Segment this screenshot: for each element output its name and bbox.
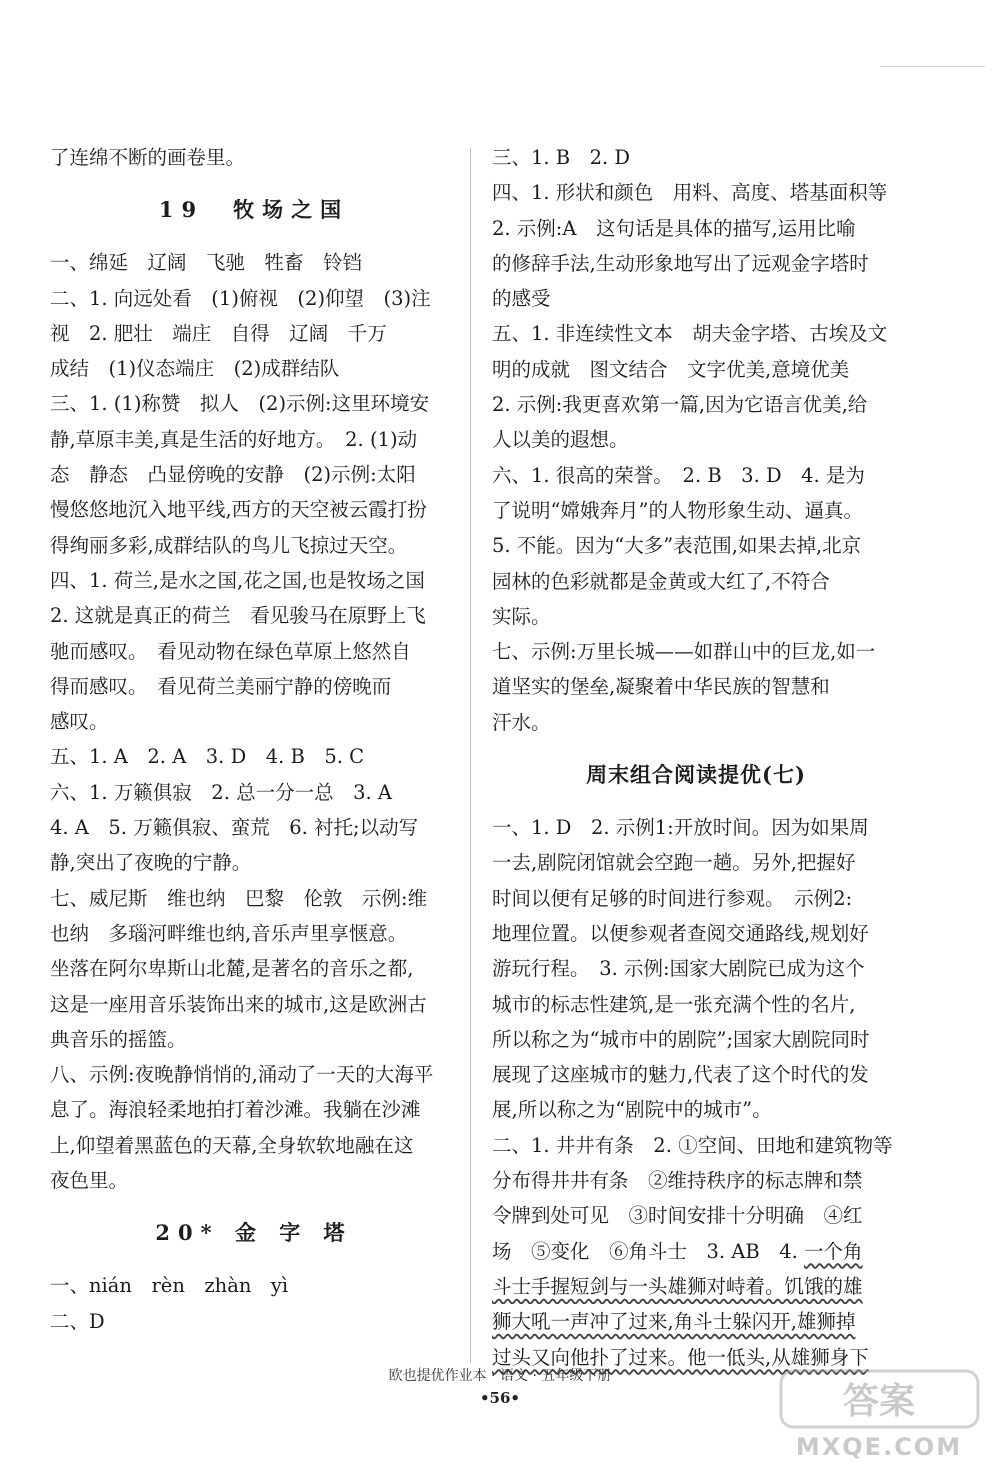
underlined-answer-lines	[492, 1269, 900, 1375]
answer-text: 一、绵延 辽阔 飞驰 牲畜 铃铛	[50, 251, 363, 275]
answer-text: 一去,剧院闭馆就会空跑一趟。另外,把握好	[492, 851, 856, 875]
answer-line	[492, 281, 900, 316]
answer-line	[492, 705, 900, 740]
answer-line	[492, 493, 900, 528]
answer-text: 四、1. 荷兰,是水之国,花之国,也是牧场之国	[50, 568, 425, 592]
footer-book-title: 欧也提优作业本 · 语文 · 五年级下册	[388, 1368, 612, 1384]
answer-line	[50, 316, 458, 351]
answer-line	[492, 1022, 900, 1057]
column-divider	[470, 148, 471, 1363]
underlined-text: 狮大吼一声冲了过来,角斗士躲闪开,雄狮掉	[492, 1310, 856, 1334]
answer-text: 一、nián rèn zhàn yì	[50, 1274, 289, 1298]
answer-text: 五、1. A 2. A 3. D 4. B 5. C	[50, 745, 365, 769]
answer-line	[50, 281, 458, 316]
answer-text: 慢悠悠地沉入地平线,西方的天空被云霞打扮	[50, 498, 427, 522]
answer-line	[492, 211, 900, 246]
answer-text: 八、示例:夜晚静悄悄的,涌动了一天的大海平	[50, 1063, 434, 1087]
answer-text: 园林的色彩就都是金黄或大红了,不符合	[492, 569, 830, 593]
answer-line	[492, 1234, 900, 1269]
answer-text: 三、1. B 2. D	[492, 146, 631, 169]
weekend-reading-title: 周末组合阅读提优(七)	[586, 762, 806, 788]
answer-text: 六、1. 万籁俱寂 2. 总一分一总 3. A	[50, 780, 392, 804]
answer-text: 二、1. 向远处看 (1)俯视 (2)仰望 (3)注	[50, 286, 431, 310]
answer-text: 地理位置。以便参观者查阅交通路线,规划好	[492, 921, 869, 945]
answer-line	[492, 175, 900, 210]
answer-line	[50, 563, 458, 598]
answer-text: 道坚实的堡垒,凝聚着中华民族的智慧和	[492, 675, 830, 699]
answer-text: 分布得井井有条 ②维持秩序的标志牌和禁	[492, 1169, 863, 1193]
answer-text: 时间以便有足够的时间进行参观。 示例2:	[492, 886, 853, 910]
answer-line	[492, 316, 900, 351]
watermark-text-top: 答案	[842, 1381, 916, 1422]
answer-line	[492, 1057, 900, 1092]
answer-text: 感叹。	[50, 710, 109, 734]
answer-text: 汗水。	[492, 710, 551, 734]
answer-line	[50, 634, 458, 669]
answer-text: 三、1. (1)称赞 拟人 (2)示例:这里环境安	[50, 392, 430, 416]
answer-line	[50, 422, 458, 457]
answer-text: 二、1. 井井有条 2. ①空间、田地和建筑物等	[492, 1133, 893, 1157]
answer-line	[50, 1268, 458, 1303]
underlined-text: 过头又向他扑了过来。他一低头,从雄狮身下	[492, 1345, 869, 1369]
answer-text: 五、1. 非连续性文本 胡夫金字塔、古埃及文	[492, 322, 888, 346]
answer-line	[492, 987, 900, 1022]
answer-line	[50, 1092, 458, 1127]
watermark-text-bottom: MXQE.COM	[795, 1433, 963, 1461]
answer-line	[492, 564, 900, 599]
answer-line	[50, 1163, 458, 1198]
answer-text: 一、1. D 2. 示例1:开放时间。因为如果周	[492, 816, 869, 840]
answer-line	[492, 1269, 900, 1304]
page-number: •56•	[479, 1389, 521, 1407]
answer-line	[492, 1304, 900, 1339]
answer-line	[50, 704, 458, 739]
answer-line	[492, 352, 900, 387]
answer-text: 游玩行程。 3. 示例:国家大剧院已成为这个	[492, 957, 865, 981]
answer-text: 驰而感叹。 看见动物在绿色草原上悠然自	[50, 639, 411, 663]
watermark-logo	[777, 1367, 982, 1463]
answer-text: 5. 不能。因为“大多”表范围,如果去掉,北京	[492, 534, 862, 558]
answer-text: 典音乐的摇篮。	[50, 1027, 187, 1051]
answer-line	[50, 739, 458, 774]
left-column	[50, 140, 458, 1339]
answer-text: 2. 这就是真正的荷兰 看见骏马在原野上飞	[50, 604, 426, 628]
answer-line	[492, 1092, 900, 1127]
answer-line	[492, 951, 900, 986]
lesson-20-answers-continued	[492, 140, 900, 740]
answer-text: 夜色里。	[50, 1169, 129, 1193]
answer-line	[492, 387, 900, 422]
intro-line: 了连绵不断的画卷里。	[50, 146, 246, 169]
answer-line	[50, 492, 458, 527]
answer-text: 六、1. 很高的荣誉。 2. B 3. D 4. 是为	[492, 463, 865, 487]
lesson-20-title: 20* 金 字 塔	[155, 1220, 353, 1246]
answer-text: 静,突出了夜晚的宁静。	[50, 851, 252, 875]
answer-text: 成结 (1)仪态端庄 (2)成群结队	[50, 357, 340, 381]
answer-text: 也纳 多瑙河畔维也纳,音乐声里享惬意。	[50, 921, 408, 945]
answer-line-prefix: 场 ⑤变化 ⑥角斗士 3. AB 4.	[492, 1239, 805, 1263]
answer-line	[492, 1128, 900, 1163]
answer-line	[50, 351, 458, 386]
answer-line	[50, 775, 458, 810]
answer-line	[492, 528, 900, 563]
answer-line	[50, 1128, 458, 1163]
top-rule	[880, 66, 985, 67]
underlined-text: 一个角	[804, 1239, 863, 1263]
answer-text: 明的成就 图文结合 文字优美,意境优美	[492, 357, 850, 381]
answer-text: 得绚丽多彩,成群结队的鸟儿飞掠过天空。	[50, 533, 408, 557]
lesson-19-title: 19 牧场之国	[158, 197, 350, 223]
answer-line	[50, 245, 458, 280]
answer-text: 息了。海浪轻柔地拍打着沙滩。我躺在沙滩	[50, 1098, 421, 1122]
answer-text: 2. 示例:我更喜欢第一篇,因为它语言优美,给	[492, 393, 868, 417]
answer-text: 七、示例:万里长城——如群山中的巨龙,如一	[492, 640, 876, 664]
answer-line	[492, 422, 900, 457]
answer-line	[50, 881, 458, 916]
answer-line	[50, 951, 458, 986]
answer-line	[50, 987, 458, 1022]
answer-text: 城市的标志性建筑,是一张充满个性的名片,	[492, 992, 856, 1016]
answer-text: 所以称之为“城市中的剧院”;国家大剧院同时	[492, 1027, 870, 1051]
answer-text: 了说明“嫦娥奔月”的人物形象生动、逼真。	[492, 498, 863, 522]
answer-line	[50, 386, 458, 421]
answer-line	[50, 598, 458, 633]
answer-line	[50, 916, 458, 951]
answer-line	[50, 845, 458, 880]
right-column	[492, 140, 900, 1375]
answer-text: 展,所以称之为“剧院中的城市”。	[492, 1098, 772, 1122]
weekend-reading-answers	[492, 810, 900, 1234]
answer-text: 上,仰望着黑蓝色的天幕,全身软软地融在这	[50, 1133, 414, 1157]
underlined-text: 斗士手握短剑与一头雄狮对峙着。饥饿的雄	[492, 1274, 863, 1298]
answer-text: 得而感叹。 看见荷兰美丽宁静的傍晚而	[50, 674, 392, 698]
lesson-20-answers	[50, 1268, 458, 1339]
answer-line	[492, 634, 900, 669]
answer-line	[492, 845, 900, 880]
answer-text: 人以美的遐想。	[492, 428, 629, 452]
answer-text: 4. A 5. 万籁俱寂、蛮荒 6. 衬托;以动写	[50, 816, 419, 840]
answer-text: 的感受	[492, 287, 551, 311]
answer-text: 实际。	[492, 604, 551, 628]
answer-line	[492, 599, 900, 634]
answer-line	[50, 669, 458, 704]
answer-line	[492, 458, 900, 493]
answer-text: 坐落在阿尔卑斯山北麓,是著名的音乐之都,	[50, 957, 414, 981]
answer-text: 的修辞手法,生动形象地写出了远观金字塔时	[492, 251, 869, 275]
answer-line	[50, 528, 458, 563]
answer-text: 这是一座用音乐装饰出来的城市,这是欧洲古	[50, 992, 427, 1016]
answer-text: 态 静态 凸显傍晚的安静 (2)示例:太阳	[50, 463, 416, 487]
lesson-19-answers	[50, 245, 458, 1198]
answer-text: 四、1. 形状和颜色 用料、高度、塔基面积等	[492, 181, 888, 205]
answer-line	[492, 881, 900, 916]
answer-line	[492, 916, 900, 951]
answer-line	[50, 457, 458, 492]
answer-text: 二、D	[50, 1309, 105, 1333]
answer-line	[492, 246, 900, 281]
answer-line	[50, 1057, 458, 1092]
answer-text: 静,草原丰美,真是生活的好地方。 2. (1)动	[50, 427, 418, 451]
answer-text: 视 2. 肥壮 端庄 自得 辽阔 千万	[50, 321, 387, 345]
answer-line	[492, 1198, 900, 1233]
answer-line	[492, 1163, 900, 1198]
answer-line	[492, 810, 900, 845]
answer-line	[492, 140, 900, 175]
answer-line	[50, 1304, 458, 1339]
answer-text: 2. 示例:A 这句话是具体的描写,运用比喻	[492, 216, 856, 240]
answer-line	[50, 1022, 458, 1057]
answer-text: 七、威尼斯 维也纳 巴黎 伦敦 示例:维	[50, 886, 428, 910]
answer-text: 展现了这座城市的魅力,代表了这个时代的发	[492, 1063, 869, 1087]
answer-line	[50, 810, 458, 845]
answer-text: 令牌到处可见 ③时间安排十分明确 ④红	[492, 1204, 863, 1228]
answer-line	[492, 669, 900, 704]
